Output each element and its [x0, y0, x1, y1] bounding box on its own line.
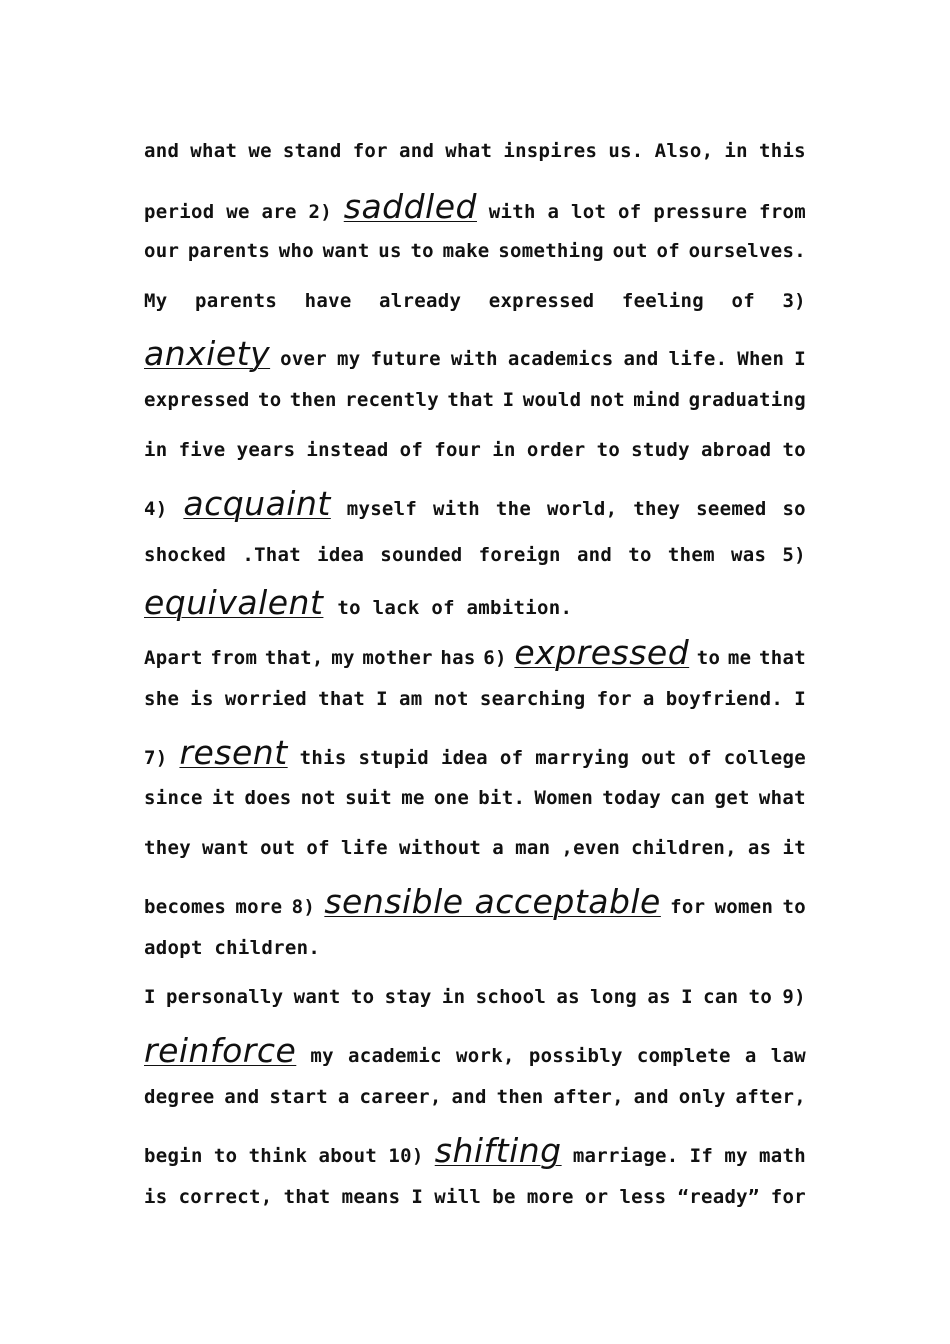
text-line — [144, 837, 806, 859]
word: for — [670, 896, 706, 918]
word: possibly — [528, 1045, 623, 1067]
word: from — [210, 647, 258, 669]
word: When — [737, 348, 785, 370]
word: and — [398, 140, 435, 162]
word: marrying — [535, 747, 630, 769]
word: not — [589, 389, 625, 411]
word: then — [496, 1086, 544, 1108]
word: 2) — [308, 201, 332, 223]
word: the — [495, 498, 532, 520]
word: in — [144, 439, 168, 461]
word: four — [434, 439, 482, 461]
word: abroad — [700, 439, 772, 461]
word: will — [434, 1186, 482, 1208]
word: or — [584, 1186, 609, 1208]
word: is — [144, 1186, 168, 1208]
answer-3: anxiety — [144, 334, 271, 373]
text-line — [144, 484, 806, 523]
word: seemed — [696, 498, 767, 520]
word: five — [178, 439, 226, 461]
word: world, — [546, 498, 618, 520]
word: does — [244, 787, 292, 809]
word: with — [433, 498, 480, 520]
answer-6: expressed — [514, 633, 690, 672]
answer-5: equivalent — [144, 583, 324, 622]
word: math — [759, 1145, 806, 1167]
word: If — [689, 1145, 714, 1167]
word: we — [248, 140, 272, 162]
word: more — [235, 896, 283, 918]
word: myself — [346, 498, 418, 520]
word: and — [633, 1086, 669, 1108]
word: feeling — [621, 290, 705, 312]
word: in — [492, 439, 516, 461]
word: want — [293, 986, 341, 1008]
word: that — [283, 1186, 331, 1208]
word: as — [647, 986, 671, 1008]
word: and — [144, 140, 180, 162]
word: stupid — [358, 747, 429, 769]
word: to — [257, 389, 282, 411]
word: only — [678, 1086, 726, 1108]
word: personally — [166, 986, 284, 1008]
word: my — [331, 647, 355, 669]
word: future — [370, 348, 441, 370]
word: for — [596, 688, 632, 710]
word: 4) — [144, 498, 168, 520]
word: instead — [306, 439, 389, 461]
word: is — [190, 688, 214, 710]
word: I — [794, 688, 806, 710]
word: of — [731, 290, 755, 312]
word: years — [236, 439, 296, 461]
word: in — [724, 140, 748, 162]
word: our — [144, 240, 180, 262]
word: something — [498, 240, 604, 262]
word: means — [341, 1186, 401, 1208]
word: idea — [317, 544, 365, 566]
word: make — [442, 240, 490, 262]
word: since — [144, 787, 203, 809]
word: order — [526, 439, 586, 461]
word: Apart — [144, 647, 203, 669]
text-line — [144, 1031, 806, 1070]
word: pressure — [653, 201, 748, 223]
word: out — [612, 240, 648, 262]
word: am — [399, 688, 423, 710]
word: after, — [735, 1086, 806, 1108]
word: be — [492, 1186, 516, 1208]
word: want — [322, 240, 370, 262]
word: about — [318, 1145, 378, 1167]
word: then — [289, 389, 337, 411]
word: women — [714, 896, 774, 918]
word: a — [337, 1086, 350, 1108]
word: today — [602, 787, 661, 809]
word: that, — [264, 647, 324, 669]
text-line — [144, 633, 806, 672]
word: .That — [242, 544, 302, 566]
text-line — [144, 1086, 806, 1108]
word: to — [782, 439, 806, 461]
word: 5) — [782, 544, 806, 566]
word: what — [445, 140, 493, 162]
word: complete — [636, 1045, 731, 1067]
word: one — [433, 787, 470, 809]
word: degree — [144, 1086, 215, 1108]
word: to — [213, 1145, 238, 1167]
word: this — [299, 747, 347, 769]
word: my — [337, 348, 361, 370]
text-line — [144, 1131, 806, 1170]
word: they — [633, 498, 681, 520]
word: who — [278, 240, 314, 262]
answer-2: saddled — [343, 187, 477, 226]
word: children, — [631, 837, 737, 859]
word: and — [623, 348, 659, 370]
text-line — [144, 240, 806, 262]
word: career, — [359, 1086, 442, 1108]
word: them — [667, 544, 715, 566]
word: and — [576, 544, 613, 566]
answer-8: sensible acceptable — [324, 882, 661, 921]
word: us — [378, 240, 402, 262]
word: has — [440, 647, 476, 669]
word: 9) — [782, 986, 806, 1008]
word: life — [340, 837, 388, 859]
text-line — [144, 290, 806, 312]
word: so — [782, 498, 806, 520]
word: period — [144, 201, 215, 223]
word: with — [450, 348, 498, 370]
word: graduating — [688, 389, 806, 411]
word: of — [306, 837, 330, 859]
word: ,even — [561, 837, 621, 859]
word: suit — [345, 787, 393, 809]
word: parents — [187, 240, 271, 262]
word: to — [628, 544, 652, 566]
word: to lack of ambition. — [337, 597, 573, 619]
text-line — [144, 439, 806, 461]
word: that — [318, 688, 366, 710]
text-line — [144, 882, 806, 921]
answer-4: acquaint — [183, 484, 331, 523]
word: 10) — [388, 1145, 424, 1167]
word: expressed — [144, 389, 250, 411]
word: and — [224, 1086, 260, 1108]
word: sounded — [380, 544, 463, 566]
word: 7) — [144, 747, 168, 769]
word: shocked — [144, 544, 227, 566]
word: foreign — [478, 544, 561, 566]
word: I — [411, 1186, 424, 1208]
word: I — [681, 986, 693, 1008]
text-line — [144, 733, 806, 772]
word: for — [352, 140, 388, 162]
word: marriage. — [572, 1145, 679, 1167]
word: becomes — [144, 896, 227, 918]
word: 8) — [291, 896, 316, 918]
word: me — [727, 647, 752, 669]
word: long — [590, 986, 638, 1008]
word: and — [451, 1086, 487, 1108]
word: adopt children. — [144, 937, 321, 959]
word: from — [759, 201, 806, 223]
word: start — [269, 1086, 329, 1108]
word: my — [724, 1145, 748, 1167]
word: my — [310, 1045, 334, 1067]
word: mind — [633, 389, 681, 411]
word: bit. — [478, 787, 526, 809]
word: as — [556, 986, 580, 1008]
text-line — [144, 389, 806, 411]
word: that — [759, 647, 806, 669]
text-line — [144, 140, 806, 162]
word: want — [202, 837, 250, 859]
word: a — [547, 201, 560, 223]
word: law — [770, 1045, 806, 1067]
word: to — [748, 986, 773, 1008]
word: life. — [668, 348, 728, 370]
word: this — [758, 140, 806, 162]
word: I — [794, 348, 806, 370]
word: to — [350, 986, 375, 1008]
word: Women — [534, 787, 594, 809]
word: can — [670, 787, 706, 809]
word: to — [782, 896, 806, 918]
word: more — [526, 1186, 574, 1208]
word: out — [641, 747, 677, 769]
word: would — [522, 389, 582, 411]
text-line — [144, 583, 806, 622]
word: have — [304, 290, 352, 312]
word: can — [703, 986, 739, 1008]
word: recently — [345, 389, 440, 411]
word: what — [758, 787, 806, 809]
word: us. — [608, 140, 644, 162]
word: of — [618, 201, 642, 223]
word: a — [492, 837, 505, 859]
word: a — [642, 688, 655, 710]
word: already — [379, 290, 462, 312]
word: are — [261, 201, 297, 223]
word: I — [376, 688, 388, 710]
word: that — [447, 389, 495, 411]
word: idea — [440, 747, 488, 769]
word: of — [656, 240, 680, 262]
word: me — [401, 787, 425, 809]
word: out — [260, 837, 296, 859]
word: after, — [553, 1086, 624, 1108]
word: with — [488, 201, 536, 223]
word: for — [770, 1186, 806, 1208]
text-line — [144, 688, 806, 710]
word: worried — [224, 688, 308, 710]
word: 3) — [782, 290, 806, 312]
word: stand — [282, 140, 342, 162]
word: My — [144, 290, 168, 312]
word: not — [300, 787, 336, 809]
text-line — [144, 787, 806, 809]
word: without — [399, 837, 482, 859]
word: over — [280, 348, 328, 370]
word: was — [731, 544, 767, 566]
word: as — [747, 837, 772, 859]
word: inspires — [503, 140, 598, 162]
answer-9: reinforce — [144, 1031, 297, 1070]
text-line — [144, 544, 806, 566]
word: of — [499, 747, 524, 769]
word: 6) — [483, 647, 507, 669]
word: a — [744, 1045, 757, 1067]
word: to — [410, 240, 434, 262]
text-line — [144, 1186, 806, 1208]
word: work, — [456, 1045, 515, 1067]
word: academics — [507, 348, 614, 370]
word: ourselves. — [688, 240, 806, 262]
word: I — [502, 389, 515, 411]
word: she — [144, 688, 180, 710]
text-line — [144, 937, 806, 959]
word: man — [515, 837, 551, 859]
word: less — [619, 1186, 667, 1208]
word: study — [631, 439, 690, 461]
word: boyfriend. — [665, 688, 784, 710]
word: “ready” — [677, 1186, 760, 1208]
word: we — [226, 201, 250, 223]
word: to — [596, 439, 621, 461]
word: lot — [571, 201, 607, 223]
text-line — [144, 986, 806, 1008]
text-line — [144, 187, 806, 226]
word: college — [723, 747, 806, 769]
word: they — [144, 837, 191, 859]
word: it — [782, 837, 806, 859]
word: in — [441, 986, 466, 1008]
word: begin — [144, 1145, 203, 1167]
word: to — [696, 647, 721, 669]
word: get — [714, 787, 750, 809]
word: think — [248, 1145, 308, 1167]
word: searching — [479, 688, 586, 710]
word: correct, — [178, 1186, 273, 1208]
text-line — [144, 334, 806, 373]
word: parents — [194, 290, 278, 312]
answer-10: shifting — [434, 1131, 562, 1170]
word: of — [399, 439, 424, 461]
answer-7: resent — [179, 733, 288, 772]
word: expressed — [488, 290, 595, 312]
word: what — [190, 140, 238, 162]
word: academic — [347, 1045, 442, 1067]
word: Also, — [654, 140, 714, 162]
word: mother — [362, 647, 433, 669]
word: of — [688, 747, 712, 769]
word: not — [433, 688, 469, 710]
word: I — [144, 986, 156, 1008]
word: school — [475, 986, 547, 1008]
word: it — [211, 787, 236, 809]
word: stay — [384, 986, 432, 1008]
